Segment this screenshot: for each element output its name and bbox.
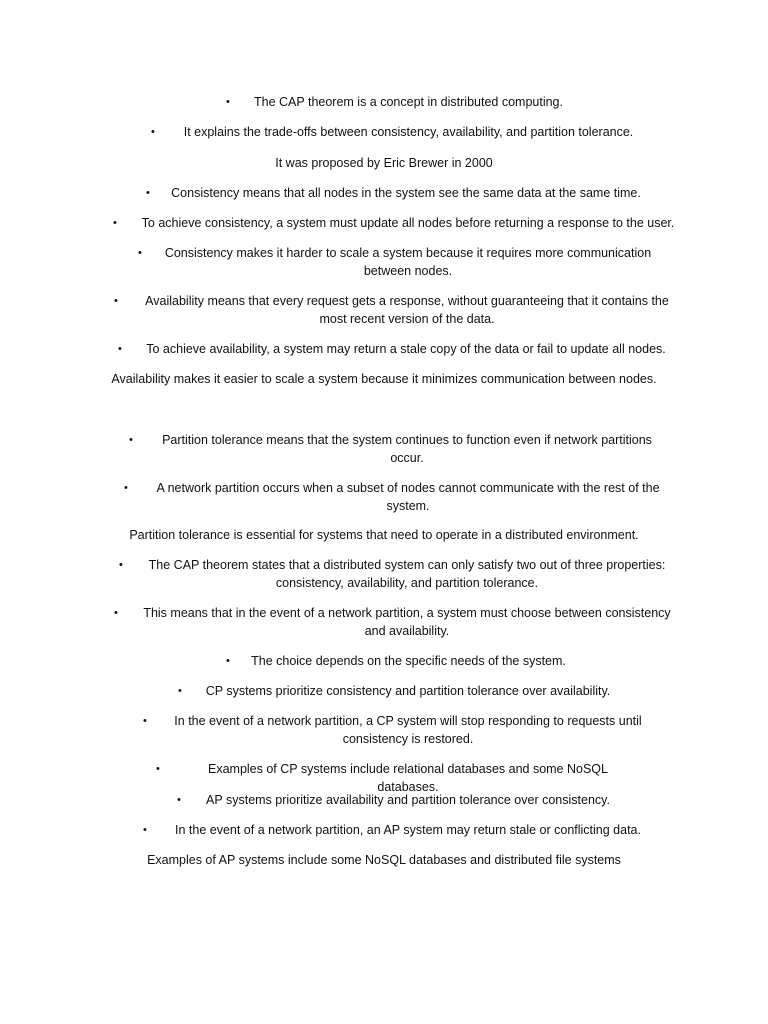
paragraph-text: A network partition occurs when a subset of nodes cannot communicate with the rest of the system. xyxy=(156,481,660,513)
bullet-marker: • xyxy=(118,343,122,355)
bullet-marker: • xyxy=(113,217,117,229)
paragraph xyxy=(129,432,665,467)
paragraph-text: The CAP theorem states that a distributed system can only satisfy two out of three properties: consistency, availability, and partition tolerance. xyxy=(148,558,666,590)
bullet-marker: • xyxy=(119,559,123,571)
paragraph xyxy=(151,124,646,142)
paragraph-text: The CAP theorem is a concept in distributed computing. xyxy=(254,95,563,109)
bullet-marker: • xyxy=(151,126,155,138)
paragraph xyxy=(114,605,680,640)
paragraph-text: In the event of a network partition, a CP system will stop responding to requests until consistency is restored. xyxy=(174,714,642,746)
bullet-marker: • xyxy=(156,763,160,775)
paragraph xyxy=(264,155,504,173)
paragraph xyxy=(119,557,675,592)
paragraph xyxy=(146,185,646,203)
paragraph xyxy=(143,713,653,748)
paragraph-text: Examples of AP systems include some NoSQL databases and distributed file systems xyxy=(147,853,621,867)
paragraph xyxy=(140,852,628,870)
bullet-marker: • xyxy=(143,824,147,836)
bullet-marker: • xyxy=(129,434,133,446)
bullet-marker: • xyxy=(138,247,142,259)
paragraph xyxy=(104,371,664,389)
paragraph xyxy=(114,527,654,545)
paragraph-text: In the event of a network partition, an AP system may return stale or conflicting data. xyxy=(175,823,641,837)
bullet-marker: • xyxy=(143,715,147,727)
paragraph-text: CP systems prioritize consistency and partition tolerance over availability. xyxy=(205,684,611,698)
bullet-marker: • xyxy=(124,482,128,494)
paragraph-text: AP systems prioritize availability and partition tolerance over consistency. xyxy=(206,793,610,807)
bullet-marker: • xyxy=(178,685,182,697)
paragraph xyxy=(114,293,680,328)
paragraph xyxy=(156,761,640,796)
paragraph xyxy=(118,341,674,359)
paragraph xyxy=(178,683,618,701)
paragraph-text: The choice depends on the specific needs of the system. xyxy=(251,654,566,668)
bullet-marker: • xyxy=(114,295,118,307)
paragraph-text: Availability means that every request gets a response, without guaranteeing that it contains the most recent version of the data. xyxy=(145,294,669,326)
paragraph-text: It explains the trade-offs between consistency, availability, and partition tolerance. xyxy=(183,125,634,139)
paragraph xyxy=(177,792,619,810)
paragraph xyxy=(124,480,672,515)
paragraph-text: Consistency makes it harder to scale a system because it requires more communication between nodes. xyxy=(164,246,652,278)
paragraph-text: Partition tolerance is essential for systems that need to operate in a distributed environment. xyxy=(129,528,639,542)
bullet-marker: • xyxy=(177,794,181,806)
paragraph-text: It was proposed by Eric Brewer in 2000 xyxy=(275,156,493,170)
bullet-marker: • xyxy=(146,187,150,199)
paragraph-text: Partition tolerance means that the system continues to function even if network partitions occur. xyxy=(162,433,652,465)
paragraph-text: Examples of CP systems include relational databases and some NoSQL databases. xyxy=(208,762,608,794)
paragraph xyxy=(226,94,571,112)
paragraph xyxy=(143,822,653,840)
bullet-marker: • xyxy=(226,655,230,667)
paragraph xyxy=(113,215,683,233)
paragraph-text: To achieve consistency, a system must update all nodes before returning a response to the user. xyxy=(141,216,675,230)
bullet-marker: • xyxy=(114,607,118,619)
paragraph-text: This means that in the event of a network partition, a system must choose between consistency and availability. xyxy=(143,606,671,638)
bullet-marker: • xyxy=(226,96,230,108)
paragraph-text: To achieve availability, a system may return a stale copy of the data or fail to update all nodes. xyxy=(146,342,666,356)
paragraph-text: Availability makes it easier to scale a system because it minimizes communication between nodes. xyxy=(111,372,657,386)
paragraph xyxy=(138,245,658,280)
paragraph xyxy=(226,653,571,671)
paragraph-text: Consistency means that all nodes in the system see the same data at the same time. xyxy=(171,186,641,200)
